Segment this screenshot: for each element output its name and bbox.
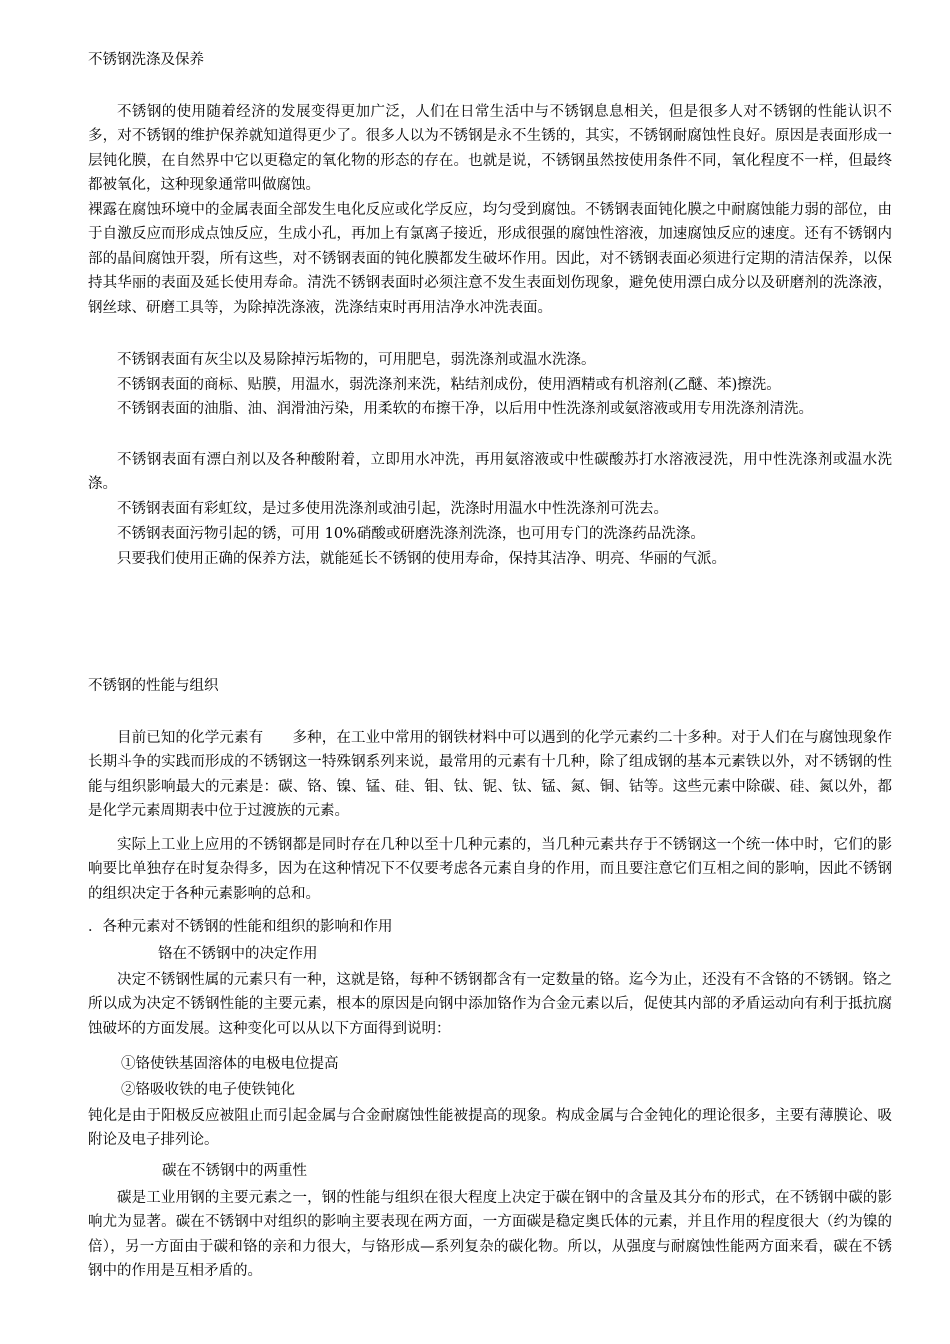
section2-title: 不锈钢的性能与组织 [88,678,219,694]
paragraph: 不锈钢表面的商标、贴膜，用温水，弱洗涤剂来洗，粘结剂成份，使用酒精或有机溶剂(乙醚、苯)擦洗。 [117,377,781,393]
carbon-heading: 碳在不锈钢中的两重性 [162,1163,307,1179]
chromium-point-2: ②铬吸收铁的电子使铁钝化 [121,1082,295,1098]
paragraph: 不锈钢表面污物引起的锈，可用 10%硝酸或研磨洗涤剂洗涤，也可用专门的洗涤药品洗涤。 [117,526,705,542]
paragraph: 不锈钢表面有灰尘以及易除掉污垢物的，可用肥皂，弱洗涤剂或温水洗涤。 [117,352,596,368]
document-page [88,0,921,1344]
paragraph: 实际上工业上应用的不锈钢都是同时存在几种以至十几种元素的，当几种元素共存于不锈钢这一个统一体中时，它们的影响要比单独存在时复杂得多，因为在这种情况下不仅要考虑各元素自身的作用，而且要注意它们互相之间的影响，因此不锈钢的组织决定于各种元素影响的总和。 [88,837,892,902]
paragraph: 碳是工业用钢的主要元素之一，钢的性能与组织在很大程度上决定于碳在钢中的含量及其分布的形式，在不锈钢中碳的影响尤为显著。碳在不锈钢中对组织的影响主要表现在两方面，一方面碳是稳定奥氏体的元素，并且作用的程度很大（约为镍的 倍），另一方面由于碳和铬的亲和力很大，与铬形成—系列复杂的碳化物。所以，从强度与耐腐蚀性能两方面来看，碳在不锈钢中的作用是互相矛盾的。 [88,1190,921,1280]
paragraph: 裸露在腐蚀环境中的金属表面全部发生电化反应或化学反应，均匀受到腐蚀。不锈钢表面钝化膜之中耐腐蚀能力弱的部位，由于自激反应而形成点蚀反应，生成小孔，再加上有氯离子接近，形成很强的腐蚀性溶液，加速腐蚀反应的速度。还有不锈钢内部的晶间腐蚀开裂，所有这些，对不锈钢表面的钝化膜都发生破坏作用。因此，对不锈钢表面必须进行定期的清洁保养，以保持其华丽的表面及延长使用寿命。清洗不锈钢表面时必须注意不发生表面划伤现象，避免使用漂白成分以及研磨剂的洗涤液，钢丝球、研磨工具等，为除掉洗涤液，洗涤结束时再用洁净水冲洗表面。 [88,202,892,316]
paragraph: 目前已知的化学元素有 多种，在工业中常用的钢铁材料中可以遇到的化学元素约二十多种。对于人们在与腐蚀现象作长期斗争的实践而形成的不锈钢这一特殊钢系列来说，最常用的元素有十几种，除了组成钢的基本元素铁以外，对不锈钢的性能与组织影响最大的元素是：碳、铬、镍、锰、硅、钼、钛、铌、钛、锰、氮、铜、钴等。这些元素中除碳、硅、氮以外，都是化学元素周期表中位于过渡族的元素。 [88,730,892,820]
paragraph: 决定不锈钢性属的元素只有一种，这就是铬，每种不锈钢都含有一定数量的铬。迄今为止，还没有不含铬的不锈钢。铬之所以成为决定不锈钢性能的主要元素，根本的原因是向钢中添加铬作为合金元素以后，促使其内部的矛盾运动向有利于抵抗腐蚀破坏的方面发展。这种变化可以从以下方面得到说明： [88,972,892,1037]
paragraph: 不锈钢表面的油脂、油、润滑油污染，用柔软的布擦干净，以后用中性洗涤剂或氨溶液或用专用洗涤剂清洗。 [117,401,813,417]
paragraph: 不锈钢表面有漂白剂以及各种酸附着，立即用水冲洗，再用氨溶液或中性碳酸苏打水溶液浸洗，用中性洗涤剂或温水洗涤。 [88,452,892,493]
paragraph: 不锈钢的使用随着经济的发展变得更加广泛，人们在日常生活中与不锈钢息息相关，但是很多人对不锈钢的性能认识不多，对不锈钢的维护保养就知道得更少了。很多人以为不锈钢是永不生锈的，其实，不锈钢耐腐蚀性良好。原因是表面形成一层钝化膜，在自然界中它以更稳定的氧化物的形态的存在。也就是说，不锈钢虽然按使用条件不同，氧化程度不一样，但最终都被氧化，这种现象通常叫做腐蚀。 [88,104,892,194]
paragraph: 不锈钢表面有彩虹纹，是过多使用洗涤剂或油引起，洗涤时用温水中性洗涤剂可洗去。 [117,501,668,517]
paragraph: 只要我们使用正确的保养方法，就能延长不锈钢的使用寿命，保持其洁净、明亮、华丽的气派。 [117,551,726,567]
chromium-heading: 铬在不锈钢中的决定作用 [158,946,318,962]
list-heading: ．各种元素对不锈钢的性能和组织的影响和作用 [88,919,393,935]
chromium-point-1: ①铬使铁基固溶体的电极电位提高 [121,1056,339,1072]
paragraph: 钝化是由于阳极反应被阻止而引起金属与合金耐腐蚀性能被提高的现象。构成金属与合金钝化的理论很多，主要有薄膜论、吸附论及电子排列论。 [88,1108,892,1149]
section1-title: 不锈钢洗涤及保养 [88,52,204,68]
